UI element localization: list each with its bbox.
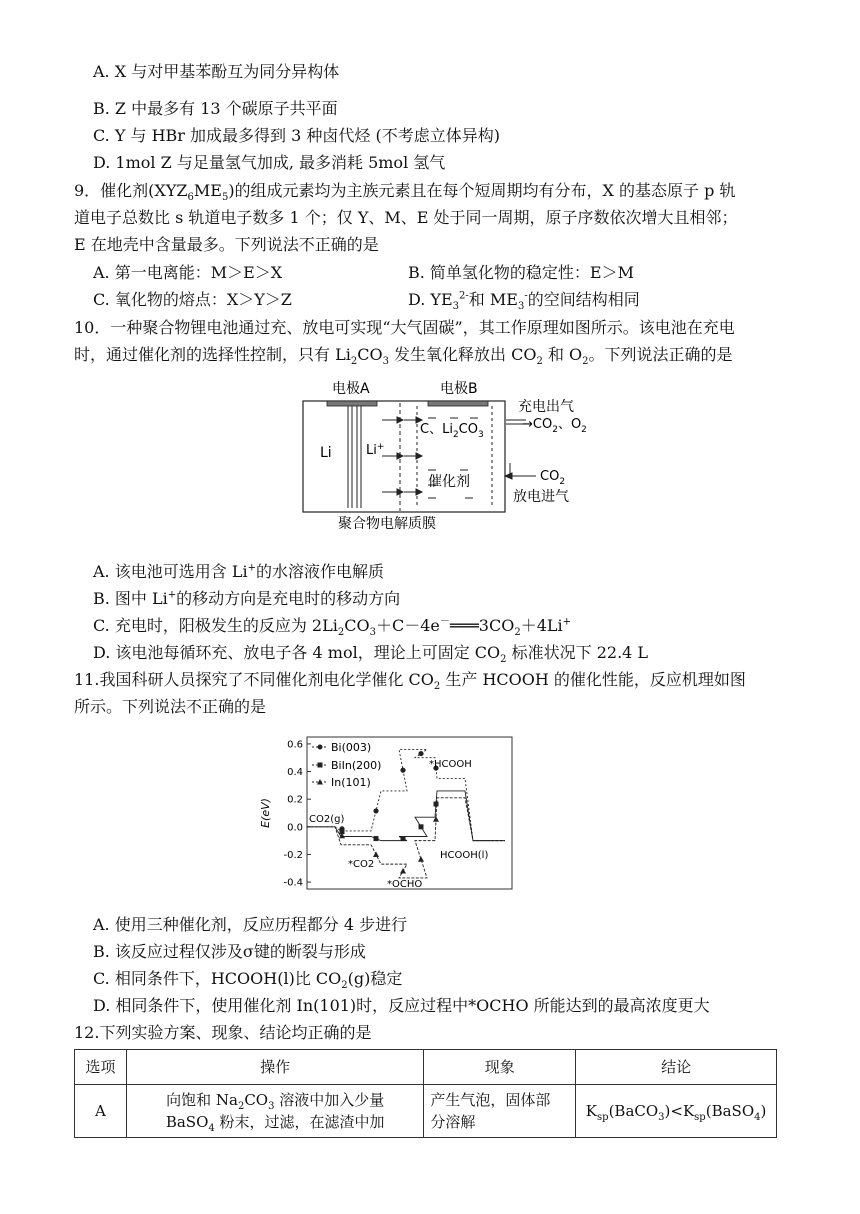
header-conclusion: 结论 [576,1050,777,1085]
annot-hcooh-l: HCOOH(l) [440,850,489,861]
electrode-a-plate [327,401,377,406]
legend-bi003: Bi(003) [331,741,372,754]
data-point [373,808,378,813]
q9-option-d: D. $YE_3^{2-}$和 $ME_3^-$的空间结构相同 [408,290,640,313]
series-line-2 [307,798,505,878]
q8-option-b: B. Z 中最多有 13 个碳原子共平面 [93,99,338,118]
q10-stem-line2: 时，通过催化剂的选择性控制，只有 $Li_2CO_3$ 发生氧化释放出 $CO_2$ 和 $O_2$。下列说法正确的是 [74,345,733,368]
battery-diagram-svg [300,368,600,533]
data-point [401,836,406,841]
data-point [419,824,424,829]
membrane-label: 聚合物电解质膜 [338,516,436,532]
annot-ocho: *OCHO [387,879,423,890]
discharge-in-label: 放电进气 [513,489,569,505]
y-tick-label: 0.2 [287,794,303,806]
header-option: 选项 [75,1050,127,1085]
table-row [75,1085,777,1138]
q10-option-c: C. 充电时，阳极发生的反应为 $2Li_2CO_3+C-4e^-═══3CO_2+4Li^+$ [93,616,572,639]
energy-chart-svg [255,735,515,895]
q11-stem-line1: 11.我国科研人员探究了不同催化剂电化学催化 $CO_2$ 生产 HCOOH 的催化性能，反应机理如图 [74,670,746,693]
y-tick-label: -0.4 [283,877,303,889]
q10-option-b: B. 图中 Li+的移动方向是充电时的移动方向 [93,589,401,608]
header-phenomenon: 现象 [424,1050,576,1085]
data-point [374,836,379,841]
q12-stem: 12.下列实验方案、现象、结论均正确的是 [74,1023,372,1042]
q10-option-a: A. 该电池可选用含 Li+的水溶液作电解质 [93,562,384,581]
q9-stem-line2: 道电子总数比 s 轨道电子数多 1 个；仅 Y、M、E 处于同一周期，原子序数依次增大且相邻； [74,208,738,227]
catalyst-label: 催化剂 [428,474,470,490]
data-point [400,868,406,874]
electrode-b-label: 电极B [440,381,478,397]
q11-option-d: D. 相同条件下，使用催化剂 In(101)时，反应过程中*OCHO 所能达到的最高浓度更大 [93,996,710,1015]
electrode-a-label: 电极A [332,381,370,397]
q9-option-c: C. 氧化物的熔点：X＞Y＞Z [93,290,292,309]
q9-option-b: B. 简单氢化物的稳定性：E＞M [408,263,634,282]
q9-stem-line3: E 在地壳中含量最多。下列说法不正确的是 [74,235,379,254]
q11-stem-line2: 所示。下列说法不正确的是 [74,697,267,716]
q8-option-d: D. 1mol Z 与足量氢气加成, 最多消耗 5mol 氢气 [93,153,446,172]
row-a-conclusion: $K_{sp}(BaCO_3)<K_{sp}(BaSO_4)$ [576,1085,777,1138]
c-li2co3-label: C、$Li_2CO_3$ [420,422,484,440]
chart-legend [312,741,381,789]
annot-co2-star: *CO2 [348,859,375,870]
li-label: Li [320,445,332,461]
header-operation: 操作 [126,1050,423,1085]
q9-option-a: A. 第一电离能：M＞E＞X [93,263,283,282]
q11-option-b: B. 该反应过程仅涉及σ键的断裂与形成 [93,942,366,961]
q11-option-c: C. 相同条件下，HCOOH(l)比 $CO_2(g)$稳定 [93,969,403,992]
row-a-operation: 向饱和 $Na_2CO_3$ 溶液中加入少量 BaSO$_4$ 粉末，过滤，在滤渣中加 [126,1085,423,1138]
legend-in101: In(101) [331,776,371,789]
q10-stem-line1: 10．一种聚合物锂电池通过充、放电可实现“大气固碳”，其工作原理如图所示。该电池在充电 [74,318,735,337]
data-point [418,751,423,756]
data-point [434,802,439,807]
data-point [418,856,424,862]
y-axis-label: E(eV) [259,798,272,828]
electrode-b-plate [428,401,488,406]
li-ion-arrows [382,417,422,495]
data-point [373,851,379,857]
q11-option-a: A. 使用三种催化剂，反应历程都分 4 步进行 [93,915,408,934]
q8-option-a: A. X 与对甲基苯酚互为同分异构体 [93,62,340,81]
table-header-row [75,1050,777,1085]
q10-option-d: D. 该电池每循环充、放电子各 4 mol，理论上可固定 $CO_2$ 标准状况下 22.4 L [93,643,649,666]
legend-biin200: BiIn(200) [331,759,382,772]
q8-option-c: C. Y 与 HBr 加成最多得到 3 种卤代烃 (不考虑立体异构) [93,126,500,145]
co2-o2-label: $\to CO_2$、$O_2$ [522,417,587,435]
y-tick-label: 0.6 [287,739,303,751]
energy-chart [255,735,515,895]
li-ion-label: Li+ [366,442,385,458]
data-point [400,768,405,773]
charge-out-label: 充电出气 [518,399,574,415]
battery-diagram [300,368,600,533]
q12-table [74,1049,777,1138]
y-tick-label: -0.2 [283,849,303,861]
y-tick-label: 0.4 [287,767,303,779]
row-a-option: A [75,1085,127,1138]
co2-in-label: $CO_2$ [540,469,566,487]
annot-co2g: CO2(g) [309,814,345,825]
q9-stem-line1: 9．催化剂$(XYZ_6ME_5)$的组成元素均为主族元素且在每个短周期均有分布，X 的基态原子 p 轨 [74,181,736,204]
row-a-phenomenon: 产生气泡，固体部 分溶解 [424,1085,576,1138]
y-tick-label: 0.0 [287,822,303,834]
annot-hcooh-star: *HCOOH [429,759,472,770]
